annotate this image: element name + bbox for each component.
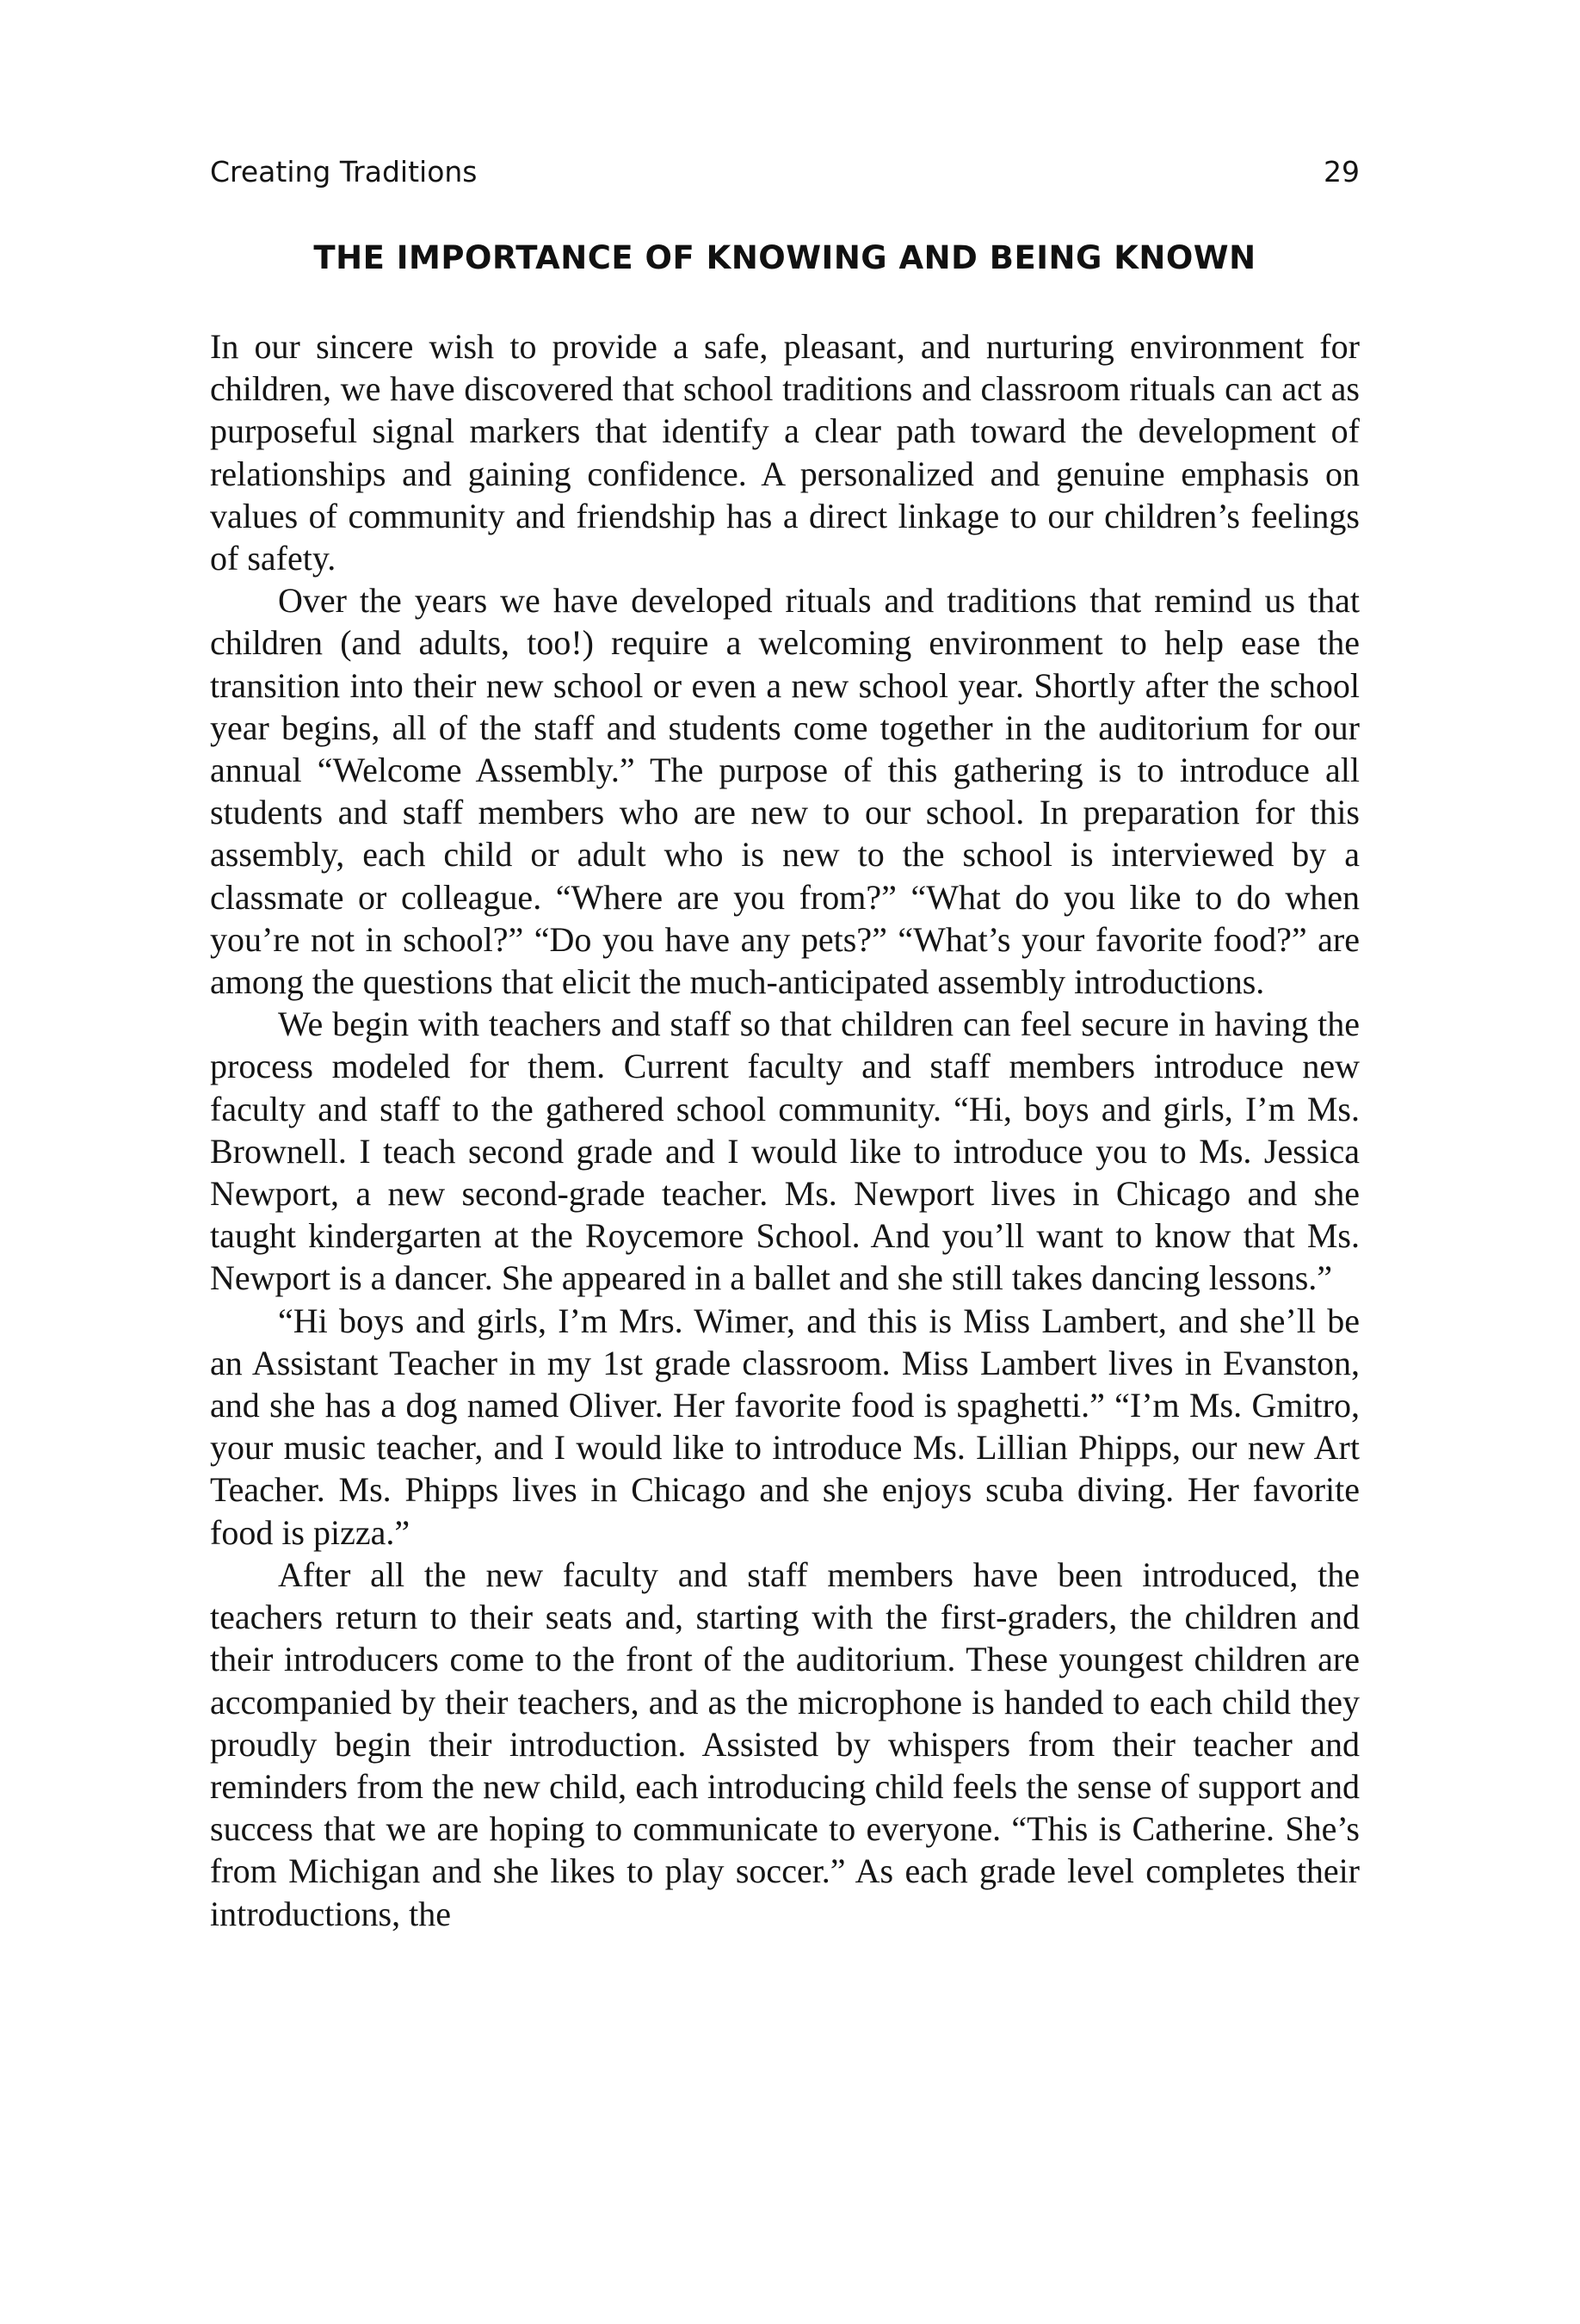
paragraph-5: After all the new faculty and staff members have been introduced, the teachers return to their seats and, starting with the first-graders, the children and their introducers come to the front of the auditorium. These youngest children are accompanied by their teachers, and as the microphone is handed to each child they proudly begin their introduction. Assisted by whispers from their teacher and reminders from the new child, each introducing child feels the sense of support and success that we are hoping to communicate to everyone. “This is Catherine. She’s from Michigan and she likes to play soccer.” As each grade level completes their introductions, the	[210, 1554, 1360, 1933]
paragraph-4: “Hi boys and girls, I’m Mrs. Wimer, and this is Miss Lambert, and she’ll be an Assistant Teacher in my 1st grade classroom. Miss Lambert lives in Evanston, and she has a dog named Oliver. Her favorite food is spaghetti.” “I’m Ms. Gmitro, your music teacher, and I would like to introduce Ms. Lillian Phipps, our new Art Teacher. Ms. Phipps lives in Chicago and she enjoys scuba diving. Her favorite food is pizza.”	[210, 1301, 1360, 1552]
paragraph-3: We begin with teachers and staff so that children can feel secure in having the process modeled for them. Current faculty and staff members introduce new faculty and staff to the gathered school community. “Hi, boys and girls, I’m Ms. Brownell. I teach second grade and I would like to introduce you to Ms. Jessica Newport, a new second-grade teacher. Ms. Newport lives in Chicago and she taught kindergarten at the Roycemore School. And you’ll want to know that Ms. Newport is a dancer. She appeared in a ballet and she still takes dancing lessons.”	[210, 1004, 1360, 1298]
section-heading: THE IMPORTANCE OF KNOWING AND BEING KNOWN	[313, 239, 1256, 276]
body-text	[210, 325, 1360, 1935]
paragraph-2: Over the years we have developed rituals and traditions that remind us that children (and adults, too!) require a welcoming environment to help ease the transition into their new school or even a new school year. Shortly after the school year begins, all of the staff and students come together in the auditorium for our annual “Welcome Assembly.” The purpose of this gathering is to introduce all students and staff members who are new to our school. In preparation for this assembly, each child or adult who is new to the school is interviewed by a classmate or colleague. “Where are you from?” “What do you like to do when you’re not in school?” “Do you have any pets?” “What’s your favorite food?” are among the questions that elicit the much-anticipated assembly introductions.	[210, 581, 1360, 1002]
running-head	[210, 155, 1360, 193]
running-head-title: Creating Traditions	[210, 155, 478, 189]
paragraph-1: In our sincere wish to provide a safe, pleasant, and nurturing environment for children, we have discovered that school traditions and classroom rituals can act as purposeful signal markers that identify a clear path toward the development of relationships and gaining confidence. A personalized and genuine emphasis on values of community and friendship has a direct linkage to our children’s feelings of safety.	[210, 327, 1360, 578]
page-number: 29	[1324, 155, 1360, 189]
